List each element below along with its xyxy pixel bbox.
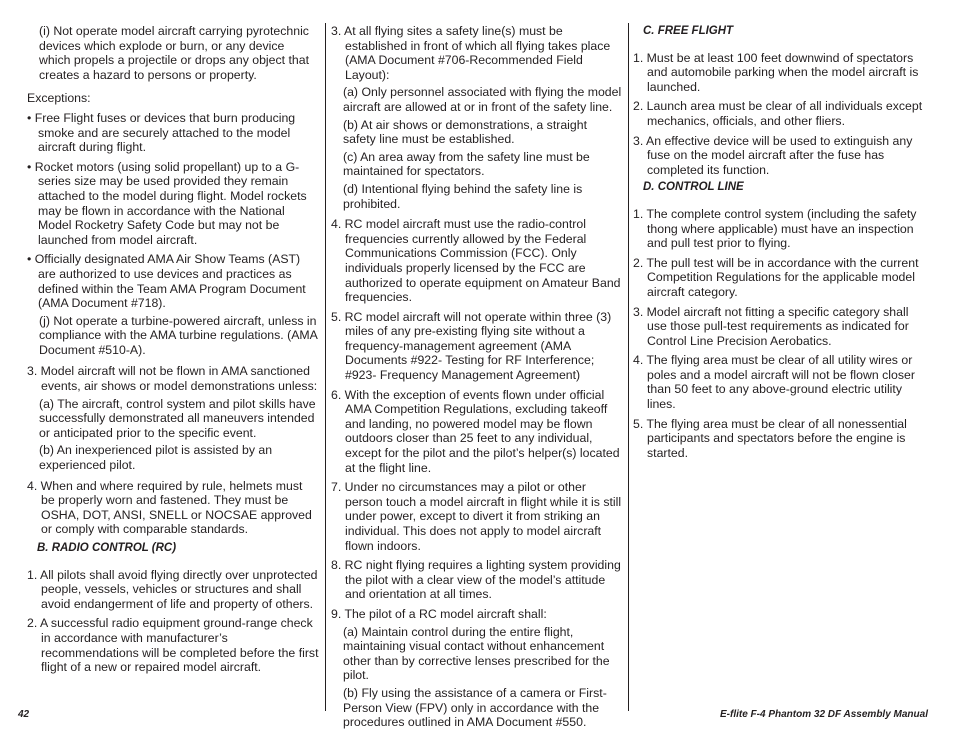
sub-item: (b) Fly using the assistance of a camera or First-Person View (FPV) only in accordance with the procedures outlined in AMA Document #550. (343, 685, 607, 730)
section-heading: C. FREE FLIGHT (643, 25, 734, 37)
numbered-item: 2. A successful radio equipment ground-range check in accordance with manufacturer’s recommendations will be completed before the first flight of a new or repaired model aircraft. (27, 616, 319, 675)
section-heading: D. CONTROL LINE (643, 181, 744, 194)
numbered-item: 8. RC night flying requires a lighting system providing the pilot with a clear view of the model’s attitude and orientation at all times. (331, 558, 621, 602)
sub-item: (a) Only personnel associated with flying the model aircraft are allowed at or in front of the safety line. (343, 85, 622, 114)
numbered-item: 1. Must be at least 100 feet downwind of spectators and automobile parking when the model aircraft is launched. (633, 50, 919, 94)
numbered-item: 1. All pilots shall avoid flying directly over unprotected people, vessels, vehicles or structures and shall avoid endangerment of life and property of others. (27, 567, 318, 611)
manual-title: E-flite F-4 Phantom 32 DF Assembly Manual (719, 709, 928, 720)
sub-item: (a) Maintain control during the entire flight, maintaining visual contact without enhancement other than by corrective lenses prescribed for the pilot. (343, 624, 610, 683)
column-right (633, 24, 925, 465)
page-number: 42 (18, 709, 30, 720)
sub-item: (b) At air shows or demonstrations, a straight safety line must be established. (343, 117, 587, 147)
rule-paragraph: (i) Not operate model aircraft carrying pyrotechnic devices which explode or burn, or any device which propels a projectile or drops any object that creates a hazard to persons or property. (39, 24, 309, 82)
sub-item: (b) An inexperienced pilot is assisted by an experienced pilot. (39, 443, 273, 473)
column-left (27, 24, 319, 680)
column-divider (325, 23, 326, 711)
numbered-item: 5. The flying area must be clear of all nonessential participants and spectators before the engine is started. (633, 416, 907, 460)
bullet-item: • Rocket motors (using solid propellant) up to a G-series size may be used provided they remain attached to the model during flight. Model rockets may be flown in accordance with the National Model Rocketry Safety Code but may not be launched from model aircraft. (27, 159, 307, 247)
numbered-item: 4. RC model aircraft must use the radio-control frequencies currently allowed by the Federal Communications Commission (FCC). Only individuals properly licensed by the FCC are authorized to operate equipment on Amateur Band frequencies. (331, 217, 621, 305)
numbered-item: 7. Under no circumstances may a pilot or other person touch a model aircraft in flight while it is still under power, except to divert it from striking an individual. This does not apply to model aircraft flown indoors. (331, 480, 622, 553)
numbered-item: 5. RC model aircraft will not operate within three (3) miles of any pre-existing flying site without a frequency-management agreement (AMA Documents #922- Testing for RF Interference; #923- Frequency Management Agreement) (331, 309, 612, 383)
numbered-item: 3. An effective device will be used to extinguish any fuse on the model aircraft after the fuse has completed its function. (633, 133, 913, 177)
rule-paragraph: (j) Not operate a turbine-powered aircraft, unless in compliance with the AMA turbine regulations. (AMA Document #510-A). (39, 313, 318, 357)
section-heading: B. RADIO CONTROL (RC) (37, 542, 177, 554)
numbered-item: 3. At all flying sites a safety line(s) must be established in front of which all flying takes place (AMA Document #706-Recommended Field Layout): (331, 24, 611, 82)
bullet-item: • Officially designated AMA Air Show Teams (AST) are authorized to use devices and practices as defined within the Team AMA Program Document (AMA Document #718). (27, 252, 306, 311)
bullet-item: • Free Flight fuses or devices that burn producing smoke and are securely attached to the model aircraft during flight. (27, 110, 296, 155)
numbered-item: 9. The pilot of a RC model aircraft shall: (331, 606, 547, 621)
numbered-item: 1. The complete control system (including the safety thong where applicable) must have an inspection and pull test prior to flying. (633, 206, 917, 251)
column-middle (331, 24, 623, 733)
numbered-item: 4. When and where required by rule, helmets must be properly worn and fastened. They must be OSHA, DOT, ANSI, SNELL or NOCSAE approved or comply with comparable standards. (27, 478, 312, 537)
numbered-item: 2. Launch area must be clear of all individuals except mechanics, officials, and other fliers. (633, 99, 923, 128)
numbered-item: 2. The pull test will be in accordance with the current Competition Regulations for the applicable model aircraft category. (633, 255, 919, 299)
exceptions-label: Exceptions: (27, 91, 91, 106)
sub-item: (c) An area away from the safety line must be maintained for spectators. (343, 149, 590, 179)
numbered-item: 3. Model aircraft will not be flown in AMA sanctioned events, air shows or model demonstrations unless: (27, 364, 318, 394)
sub-item: (a) The aircraft, control system and pilot skills have successfully demonstrated all maneuvers intended or anticipated prior to the specific event. (39, 396, 316, 440)
numbered-item: 3. Model aircraft not fitting a specific category shall use those pull-test requirements as indicated for Control Line Precision Aerobatics. (633, 304, 909, 348)
sub-item: (d) Intentional flying behind the safety line is prohibited. (343, 181, 583, 211)
column-divider (628, 23, 629, 711)
numbered-item: 4. The flying area must be clear of all utility wires or poles and a model aircraft will not be flown closer than 50 feet to any above-ground electric utility lines. (633, 353, 915, 412)
numbered-item: 6. With the exception of events flown under official AMA Competition Regulations, excluding takeoff and landing, no powered model may be flown outdoors closer than 25 feet to any individual, except for the pilot and the pilot’s helper(s) located at the flight line. (331, 387, 620, 475)
